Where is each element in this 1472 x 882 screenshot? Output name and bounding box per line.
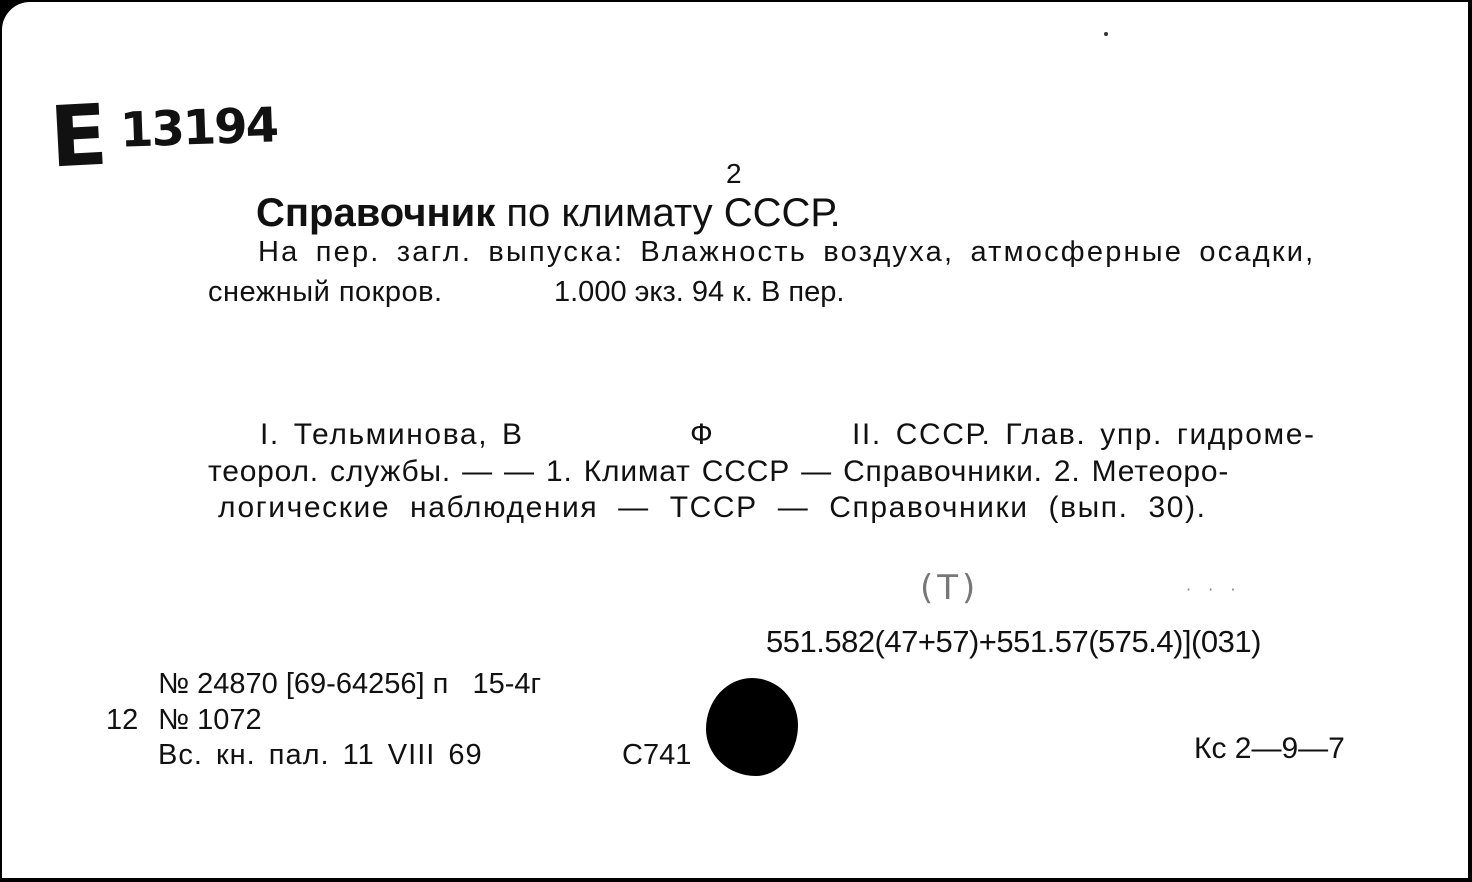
title-bold: Справочник bbox=[256, 191, 496, 235]
subjects-line-1c: II. СССР. Глав. упр. гидроме- bbox=[852, 418, 1316, 451]
volume-number: 2 bbox=[726, 158, 742, 189]
price-code: Кс 2—9—7 bbox=[1194, 732, 1345, 765]
title-line bbox=[256, 190, 841, 236]
footer-line-2: № 1072 bbox=[158, 704, 262, 736]
note-line-2-right: 1.000 экз. 94 к. В пер. bbox=[554, 276, 845, 308]
handwritten-mark: (Т) bbox=[920, 568, 980, 608]
punch-hole bbox=[706, 678, 798, 776]
stray-dot bbox=[1104, 32, 1108, 36]
faint-specks: · · · bbox=[1186, 580, 1242, 599]
footer-line-1: № 24870 [69-64256] п 15-4г bbox=[158, 668, 542, 700]
call-number-letter: E bbox=[47, 85, 110, 187]
note-line-2-left: снежный покров. bbox=[208, 276, 443, 308]
title-rest: по климату СССР. bbox=[506, 191, 841, 235]
call-number-digits: 13194 bbox=[119, 97, 278, 159]
footer-line-3: Вс. кн. пал. 11 VIII 69 bbox=[158, 739, 483, 771]
subjects-line-1a: I. Тельминова, В bbox=[260, 418, 524, 451]
note-line-1: На пер. загл. выпуска: Влажность воздуха, атмосферные осадки, bbox=[258, 236, 1316, 268]
footer-code: С741 bbox=[622, 739, 692, 771]
subjects-line-2: теорол. службы. — — 1. Климат СССР — Справочники. 2. Метеоро- bbox=[208, 455, 1230, 488]
catalog-card bbox=[2, 2, 1468, 878]
footer-line-2-prefix: 12 bbox=[106, 704, 139, 736]
subjects-line-1b: Ф bbox=[690, 418, 713, 451]
subjects-line-3: логические наблюдения — ТССР — Справочники (вып. 30). bbox=[218, 491, 1207, 524]
classification: 551.582(47+57)+551.57(575.4)](031) bbox=[766, 624, 1261, 659]
